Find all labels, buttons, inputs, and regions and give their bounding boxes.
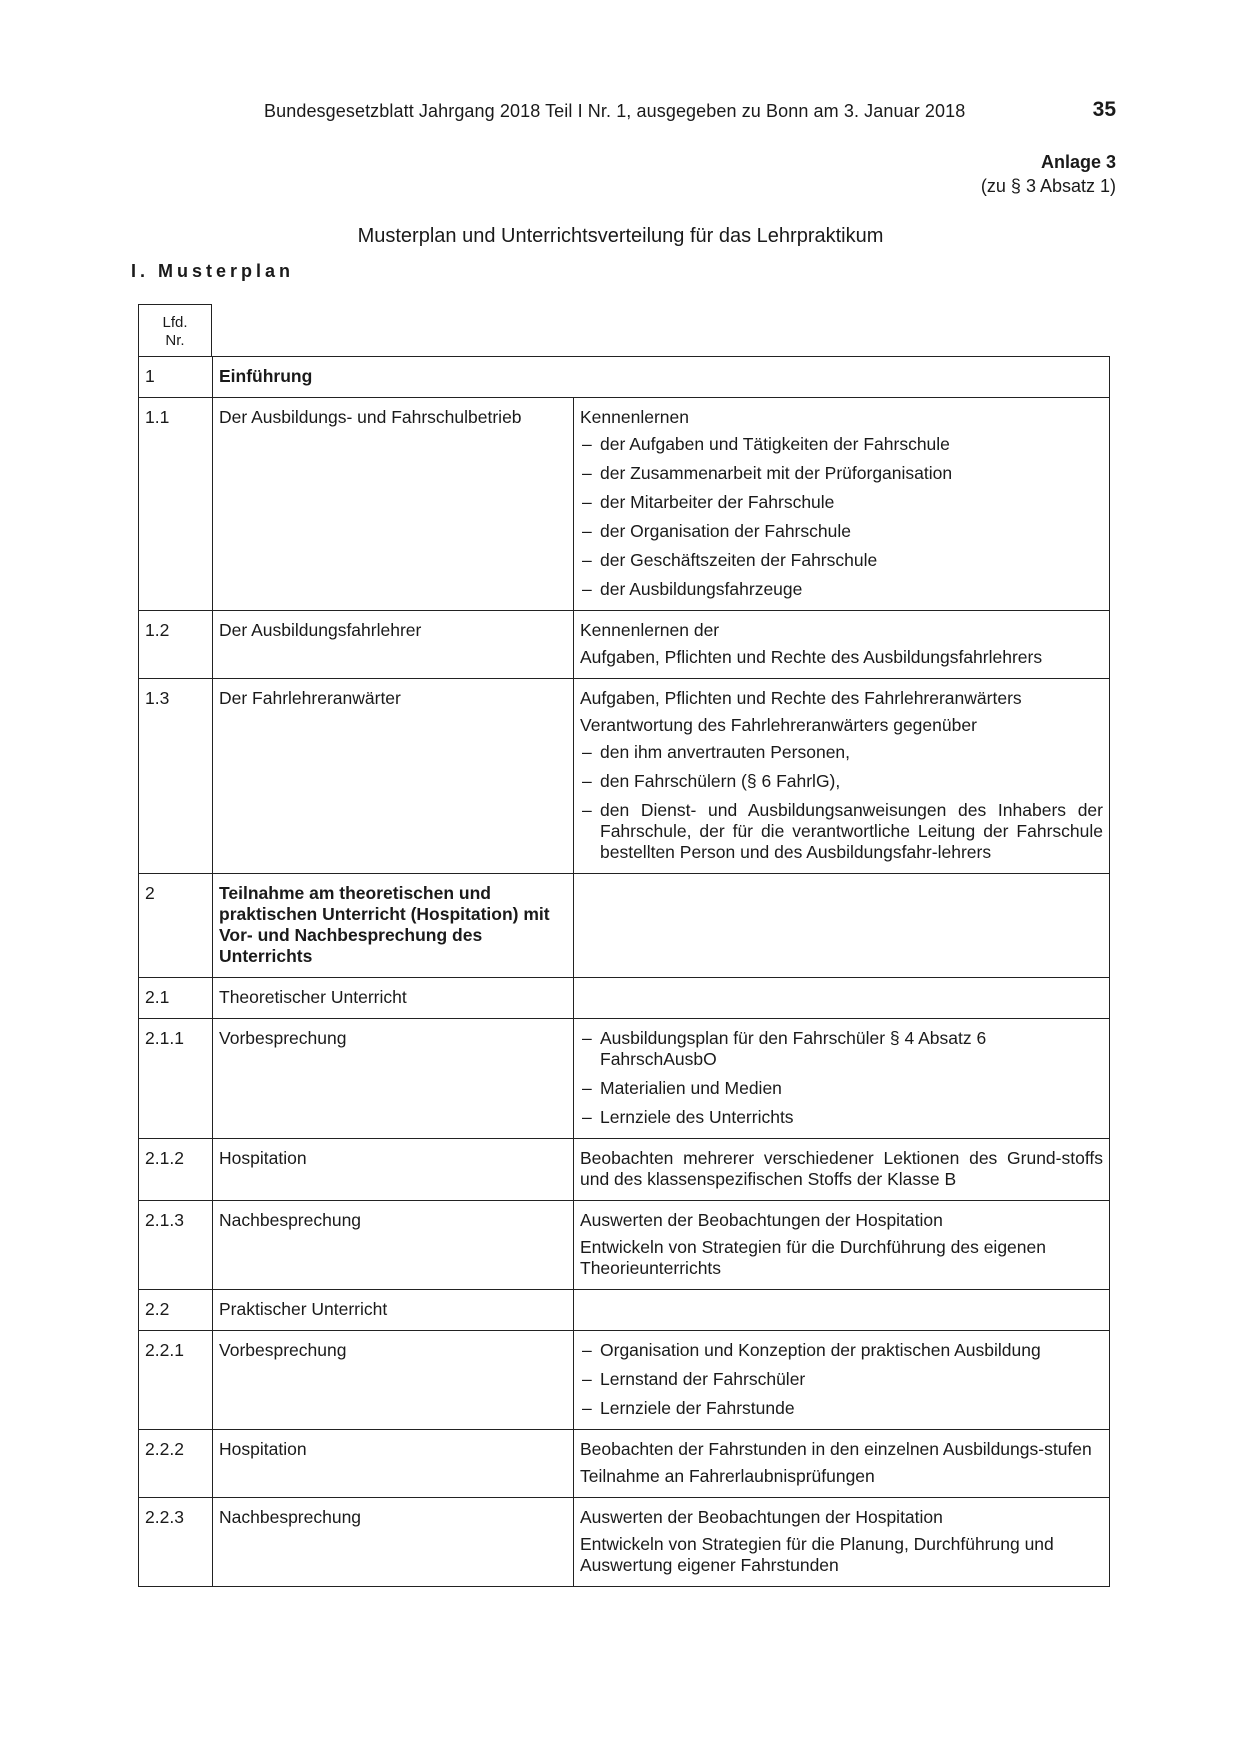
row-content — [574, 1331, 1110, 1430]
content-list — [580, 434, 1103, 600]
row-number: 1.2 — [139, 611, 213, 679]
content-intro: Kennenlernen — [580, 407, 689, 427]
content-paragraph: Beobachten mehrerer verschiedener Lektionen des Grund-stoffs und des klassenspezifischen Stoffs der Klasse B — [580, 1148, 1103, 1189]
list-item: – Lernstand der Fahrschüler — [580, 1369, 1103, 1390]
document-title: Musterplan und Unterrichtsverteilung für das Lehrpraktikum — [357, 225, 884, 247]
list-item: – der Zusammenarbeit mit der Prüforganisation — [580, 463, 1103, 484]
musterplan-table — [138, 356, 1110, 1587]
row-content — [574, 679, 1110, 874]
row-content — [574, 1139, 1110, 1201]
row-topic: Vorbesprechung — [213, 1019, 574, 1139]
list-item: – den Fahrschülern (§ 6 FahrlG), — [580, 771, 1103, 792]
row-number: 2.1.1 — [139, 1019, 213, 1139]
row-topic: Der Ausbildungs- und Fahrschulbetrieb — [213, 398, 574, 611]
lfd-header-line2: Nr. — [165, 332, 185, 349]
row-topic: Hospitation — [213, 1139, 574, 1201]
content-paragraph: Aufgaben, Pflichten und Rechte des Ausbildungsfahrlehrers — [580, 647, 1043, 667]
row-number: 1 — [139, 357, 213, 398]
content-paragraph: Auswerten der Beobachtungen der Hospitation — [580, 1507, 943, 1527]
row-topic: Vorbesprechung — [213, 1331, 574, 1430]
list-item: – Lernziele der Fahrstunde — [580, 1398, 1103, 1419]
row-content — [574, 398, 1110, 611]
row-content — [574, 874, 1110, 978]
row-topic: Einführung — [213, 357, 1110, 398]
content-list — [580, 742, 1103, 863]
list-item: – Lernziele des Unterrichts — [580, 1107, 1103, 1128]
table-row — [139, 679, 1110, 874]
row-topic: Praktischer Unterricht — [213, 1290, 574, 1331]
row-content — [574, 1019, 1110, 1139]
row-number: 2.1.2 — [139, 1139, 213, 1201]
list-item: – der Mitarbeiter der Fahrschule — [580, 492, 1103, 513]
content-paragraph: Entwickeln von Strategien für die Planung, Durchführung und Auswertung eigener Fahrstunden — [580, 1534, 1054, 1575]
row-number: 2.1 — [139, 978, 213, 1019]
row-content — [574, 1498, 1110, 1587]
list-item: – den Dienst- und Ausbildungsanweisungen des Inhabers der Fahrschule, der für die verantwortliche Leitung der Fahrschule bestellten Person und des Ausbildungsfahr-lehrers — [580, 800, 1103, 863]
page-number: 35 — [1092, 98, 1116, 121]
content-paragraph: Aufgaben, Pflichten und Rechte des Fahrlehreranwärters — [580, 688, 1022, 708]
table-row — [139, 1331, 1110, 1430]
annex-label: Anlage 3 — [1040, 152, 1116, 172]
table-row — [139, 978, 1110, 1019]
list-item: – der Organisation der Fahrschule — [580, 521, 1103, 542]
content-list — [580, 1028, 1103, 1128]
row-content — [574, 1430, 1110, 1498]
row-number: 2.2.2 — [139, 1430, 213, 1498]
row-topic: Hospitation — [213, 1430, 574, 1498]
row-topic: Theoretischer Unterricht — [213, 978, 574, 1019]
table-row — [139, 874, 1110, 978]
table-row — [139, 1290, 1110, 1331]
table-row — [139, 1019, 1110, 1139]
lfd-header-line1: Lfd. — [162, 314, 188, 331]
content-list — [580, 1340, 1103, 1419]
list-item: – der Ausbildungsfahrzeuge — [580, 579, 1103, 600]
running-header: Bundesgesetzblatt Jahrgang 2018 Teil I Nr. 1, ausgegeben zu Bonn am 3. Januar 2018 — [264, 101, 966, 121]
table-row — [139, 398, 1110, 611]
table-row — [139, 611, 1110, 679]
table-row — [139, 1201, 1110, 1290]
content-paragraph: Auswerten der Beobachtungen der Hospitation — [580, 1210, 943, 1230]
content-paragraph: Kennenlernen der — [580, 620, 720, 640]
row-topic: Nachbesprechung — [213, 1498, 574, 1587]
list-item: – Ausbildungsplan für den Fahrschüler § 4 Absatz 6 FahrschAusbO — [580, 1028, 1103, 1070]
annex-reference: (zu § 3 Absatz 1) — [980, 176, 1116, 196]
content-paragraph: Entwickeln von Strategien für die Durchführung des eigenen Theorieunterrichts — [580, 1237, 1046, 1278]
row-topic: Nachbesprechung — [213, 1201, 574, 1290]
table-row — [139, 1139, 1110, 1201]
list-item: – Materialien und Medien — [580, 1078, 1103, 1099]
table-row — [139, 1498, 1110, 1587]
row-number: 2.2.3 — [139, 1498, 213, 1587]
row-topic: Der Ausbildungsfahrlehrer — [213, 611, 574, 679]
row-content — [574, 1290, 1110, 1331]
row-content — [574, 978, 1110, 1019]
row-topic: Der Fahrlehreranwärter — [213, 679, 574, 874]
row-number: 2 — [139, 874, 213, 978]
content-paragraph: Verantwortung des Fahrlehreranwärters gegenüber — [580, 715, 977, 735]
row-number: 1.1 — [139, 398, 213, 611]
row-content — [574, 1201, 1110, 1290]
row-number: 1.3 — [139, 679, 213, 874]
lfd-nr-header — [138, 304, 212, 357]
section-heading: I. Musterplan — [131, 261, 295, 281]
list-item: – Organisation und Konzeption der praktischen Ausbildung — [580, 1340, 1103, 1361]
row-number: 2.2 — [139, 1290, 213, 1331]
list-item: – den ihm anvertrauten Personen, — [580, 742, 1103, 763]
row-number: 2.2.1 — [139, 1331, 213, 1430]
row-content — [574, 611, 1110, 679]
list-item: – der Aufgaben und Tätigkeiten der Fahrschule — [580, 434, 1103, 455]
content-paragraph: Teilnahme an Fahrerlaubnisprüfungen — [580, 1466, 875, 1486]
table-row — [139, 357, 1110, 398]
content-paragraph: Beobachten der Fahrstunden in den einzelnen Ausbildungs-stufen — [580, 1439, 1092, 1459]
list-item: – der Geschäftszeiten der Fahrschule — [580, 550, 1103, 571]
row-topic: Teilnahme am theoretischen und praktischen Unterricht (Hospitation) mit Vor- und Nachbesprechung des Unterrichts — [213, 874, 574, 978]
table-row — [139, 1430, 1110, 1498]
row-number: 2.1.3 — [139, 1201, 213, 1290]
